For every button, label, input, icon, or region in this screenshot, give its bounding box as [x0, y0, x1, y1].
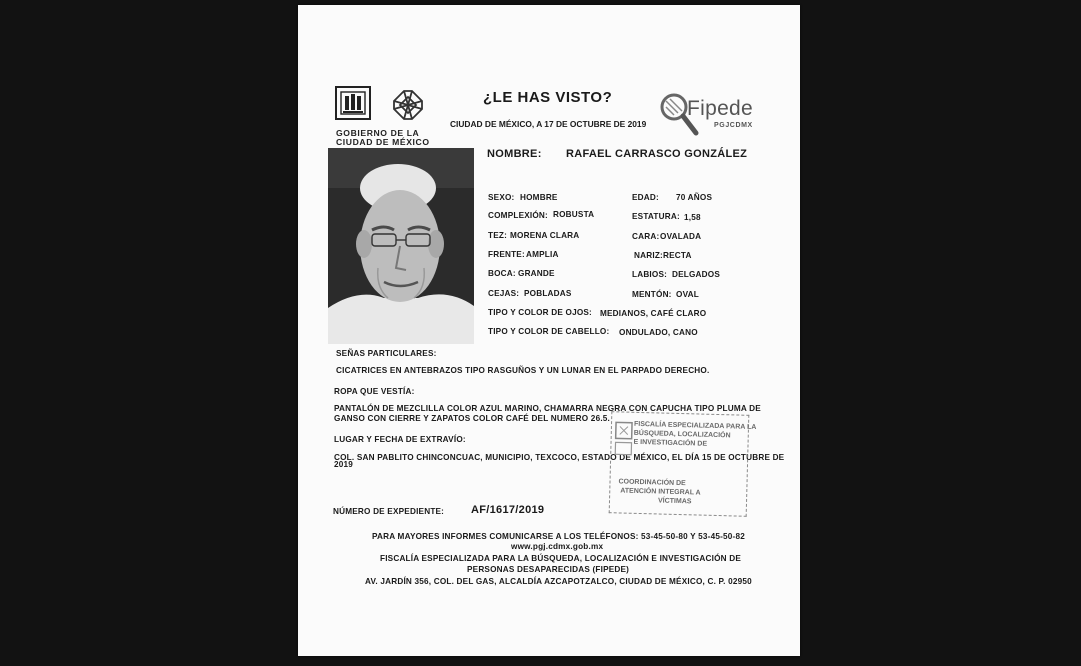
name-value: RAFAEL CARRASCO GONZÁLEZ: [566, 148, 748, 160]
frente-label: FRENTE:: [488, 250, 525, 259]
person-photo-image: [328, 148, 474, 344]
sexo-value: HOMBRE: [520, 193, 558, 202]
complexion-label: COMPLEXIÓN:: [488, 211, 548, 220]
stamp-line4: COORDINACIÓN DE: [618, 478, 686, 488]
cejas-value: POBLADAS: [524, 289, 572, 298]
senas-value: CICATRICES EN ANTEBRAZOS TIPO RASGUÑOS Y UN LUNAR EN EL PARPADO DERECHO.: [336, 366, 710, 375]
name-label: NOMBRE:: [487, 148, 542, 160]
fipede-logo-word: Fipede: [687, 97, 754, 120]
boca-label: BOCA:: [488, 269, 516, 278]
ojos-label: TIPO Y COLOR DE OJOS:: [488, 308, 592, 317]
footer-website: www.pgj.cdmx.gob.mx: [511, 542, 604, 551]
menton-value: OVAL: [676, 290, 699, 299]
missing-person-flyer: [298, 5, 800, 656]
page-title: ¿LE HAS VISTO?: [483, 89, 613, 106]
ropa-line2: GANSO CON CIERRE Y ZAPATOS COLOR CAFÉ DEL NUMERO 26.5.: [334, 414, 611, 423]
nariz-label: NARIZ:: [634, 251, 663, 260]
frente-value: AMPLIA: [526, 250, 559, 259]
ropa-line1: PANTALÓN DE MEZCLILLA COLOR AZUL MARINO, CHAMARRA NEGRA CON CAPUCHA TIPO PLUMA DE: [334, 404, 761, 413]
cabello-value: ONDULADO, CANO: [619, 328, 698, 337]
sexo-label: SEXO:: [488, 193, 515, 202]
stamp-line1: FISCALÍA ESPECIALIZADA PARA LA: [633, 420, 757, 432]
official-stamp: [609, 411, 757, 517]
expediente-label: NÚMERO DE EXPEDIENTE:: [333, 507, 445, 516]
nariz-value: RECTA: [663, 251, 692, 260]
cara-label: CARA:: [632, 232, 660, 241]
cabello-label: TIPO Y COLOR DE CABELLO:: [488, 327, 610, 336]
date-line: CIUDAD DE MÉXICO, A 17 DE OCTUBRE DE 2019: [450, 119, 647, 129]
senas-label: SEÑAS PARTICULARES:: [336, 349, 437, 358]
estatura-label: ESTATURA:: [632, 212, 680, 221]
footer-address: AV. JARDÍN 356, COL. DEL GAS, ALCALDÍA AZCAPOTZALCO, CIUDAD DE MÉXICO, C. P. 02950: [365, 577, 752, 586]
gov-logo-line1: GOBIERNO DE LA: [336, 128, 420, 138]
estatura-value: 1,58: [684, 213, 701, 222]
tez-value: MORENA CLARA: [510, 231, 580, 240]
lugar-line1: COL. SAN PABLITO CHINCONCUAC, MUNICIPIO, TEXCOCO, ESTADO DE MÉXICO, EL DÍA 15 DE OCTUBRE DE: [334, 453, 785, 462]
stamp-line2: BÚSQUEDA, LOCALIZACIÓN: [633, 429, 731, 440]
stamp-line6: VÍCTIMAS: [657, 497, 692, 506]
labios-value: DELGADOS: [672, 270, 720, 279]
footer-phones: PARA MAYORES INFORMES COMUNICARSE A LOS TELÉFONOS: 53-45-50-80 Y 53-45-50-82: [372, 532, 745, 541]
person-photo: [328, 148, 474, 344]
lugar-label: LUGAR Y FECHA DE EXTRAVÍO:: [334, 435, 466, 444]
gov-cdmx-emblem-icon: [334, 83, 434, 131]
stamp-line3: E INVESTIGACIÓN DE: [633, 438, 708, 448]
tez-label: TEZ:: [488, 231, 507, 240]
footer-fipede: PERSONAS DESAPARECIDAS (FIPEDE): [467, 565, 630, 574]
ropa-label: ROPA QUE VESTÍA:: [334, 387, 415, 396]
cara-value: OVALADA: [660, 232, 702, 241]
menton-label: MENTÓN:: [632, 290, 672, 299]
lugar-line2: 2019: [334, 460, 354, 469]
labios-label: LABIOS:: [632, 270, 668, 279]
complexion-value: ROBUSTA: [553, 210, 595, 219]
edad-value: 70 AÑOS: [676, 193, 713, 202]
expediente-value: AF/1617/2019: [471, 504, 545, 516]
edad-label: EDAD:: [632, 193, 659, 202]
fipede-logo-sub: PGJCDMX: [714, 122, 753, 129]
gov-logo-line2: CIUDAD DE MÉXICO: [336, 137, 430, 147]
cejas-label: CEJAS:: [488, 289, 520, 298]
stamp-line5: ATENCIÓN INTEGRAL A: [620, 487, 701, 497]
ojos-value: MEDIANOS, CAFÉ CLARO: [600, 309, 707, 318]
footer-fiscalia: FISCALÍA ESPECIALIZADA PARA LA BÚSQUEDA, LOCALIZACIÓN E INVESTIGACIÓN DE: [380, 554, 742, 563]
boca-value: GRANDE: [518, 269, 555, 278]
